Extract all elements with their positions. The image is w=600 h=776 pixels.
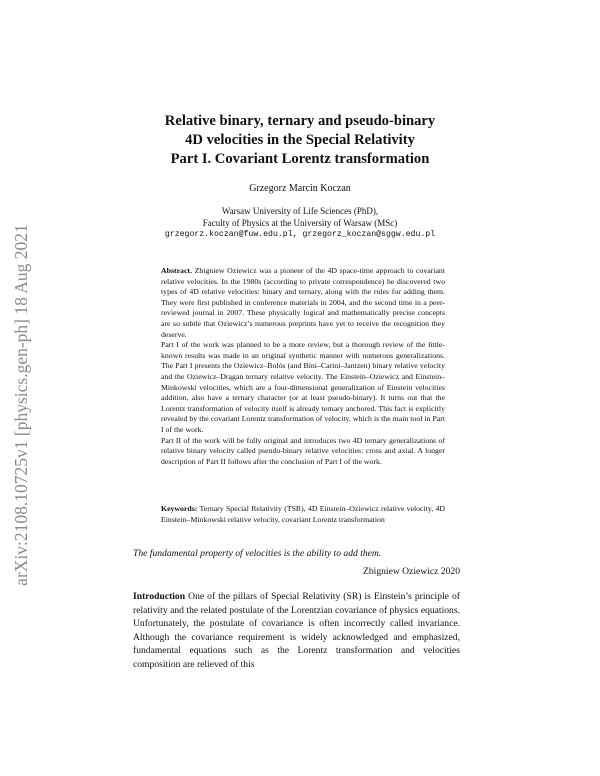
- title-line-2: 4D velocities in the Special Relativity: [185, 132, 415, 148]
- introduction-text: One of the pillars of Special Relativity (SR) is Einstein’s principle of relativity and the related postulate of the Lorentzian covariance of physics equations. Unfortunately, the postulate of covariance is often incorrectly called invariance. Although the covariance requirement is widely acknowledged and emphasized, fundamental equations such as the Lorentz transformation and velocities composition are relieved of this: [133, 591, 460, 670]
- author-emails: grzegorz.koczan@fuw.edu.pl, grzegorz_koczan@sggw.edu.pl: [164, 230, 436, 239]
- arxiv-margin-stamp: [11, 224, 35, 586]
- abstract-paragraph-2: Part I of the work was planned to be a more review, but a thorough review of the little-known results was made in an original synthetic manner with numerous generalizations. The Part I presents the Oziewicz–Bolós (and Bini–Carini–Jantzen) binary relative velocity and the Oziewicz–Drągan ternary relative velocity. The Einstein–Oziewicz and Einstein–Minkowski velocities, which are a four-dimensional generalization of Einstein velocities addition, also have a ternary character (or at least pseudo-binary). It turns out that the Lorentz transformation of velocity itself is already ternary anchored. This fact is explicitly revealed by the covariant Lorentz transformation of velocity, which is the main tool in Part I of the work.: [161, 340, 445, 434]
- introduction-label: Introduction: [133, 591, 186, 602]
- introduction-paragraph: [133, 590, 460, 672]
- affiliation-line-1: Warsaw University of Life Sciences (PhD),: [221, 206, 379, 216]
- title-line-3: Part I. Covariant Lorentz transformation: [170, 151, 430, 167]
- abstract-label: Abstract.: [161, 266, 192, 275]
- epigraph-author: Zbigniew Oziewicz 2020: [363, 566, 460, 577]
- abstract-paragraph-1: [161, 266, 445, 340]
- abstract-paragraph-3: Part II of the work will be fully original and introduces two 4D ternary generalizations of relative binary velocity called pseudo-binary relative velocities: cross and axial. A longer description of Part II follows after the conclusion of Part I of the work.: [161, 435, 445, 466]
- affiliation-line-2: Faculty of Physics at the University of Warsaw (MSc): [202, 217, 398, 228]
- keywords: [161, 504, 445, 525]
- keywords-label: Keywords:: [161, 504, 198, 513]
- keywords-text: Ternary Special Relativity (TSR), 4D Einstein–Oziewicz relative velocity, 4D Einstein–Minkowski relative velocity, covariant Lorentz transformation: [161, 504, 445, 524]
- arxiv-stamp-text: arXiv:2108.10725v1 [physics.gen-ph] 18 Aug 2021: [11, 224, 31, 586]
- affiliation-block: [120, 206, 480, 241]
- author-name: Grzegorz Marcin Koczan: [249, 183, 351, 194]
- paper-title: [120, 112, 480, 169]
- abstract: [161, 266, 445, 467]
- title-line-1: Relative binary, ternary and pseudo-binary: [164, 113, 436, 129]
- abstract-p1-text: Zbigniew Oziewicz was a pioneer of the 4D space-time approach to covariant relative velocities. In the 1980s (according to private correspondence) he discovered two types of 4D relative velocities: binary and ternary, along with the rules for adding them. They were first published in conference materials in 2004, and the second time in a peer-reviewed journal in 2007. These physically logical and mathematically precise concepts are so subtle that Oziewicz’s numerous preprints have yet to receive the recognition they deserve.: [161, 266, 446, 339]
- epigraph-quote: The fundamental property of velocities is the ability to add them.: [133, 548, 382, 559]
